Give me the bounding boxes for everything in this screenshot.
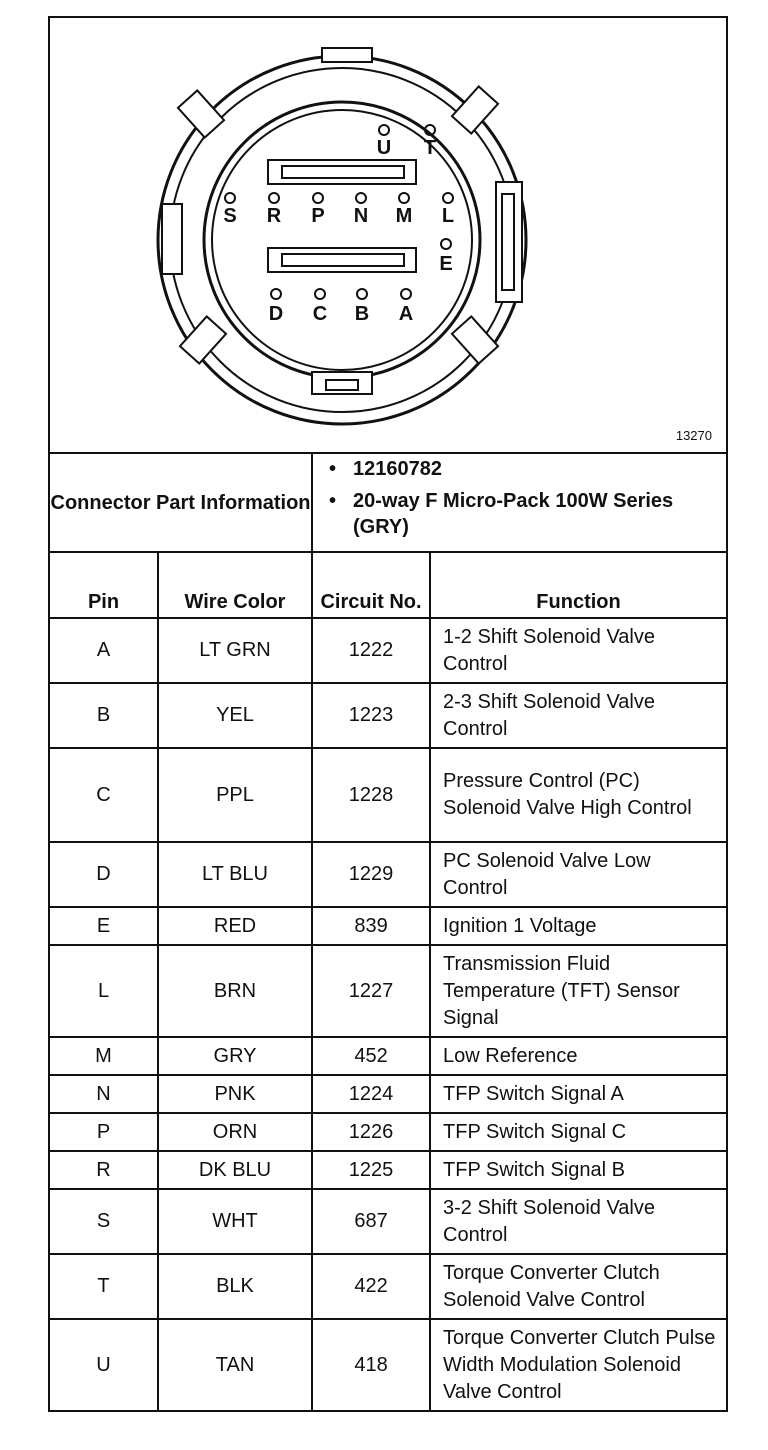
- circuit-cell: 452: [312, 1037, 430, 1075]
- circuit-cell: 1227: [312, 945, 430, 1037]
- wire-color-cell: YEL: [158, 683, 312, 748]
- pin-cell: L: [50, 945, 158, 1037]
- top-right-latch: [452, 86, 498, 133]
- pin-label-a: A: [398, 303, 414, 325]
- function-cell: Torque Converter Clutch Solenoid Valve Control: [430, 1254, 726, 1319]
- connector-info-row: [50, 454, 726, 552]
- pin-label-e: E: [439, 253, 453, 275]
- function-cell: 1-2 Shift Solenoid Valve Control: [430, 618, 726, 683]
- pin-cell: S: [50, 1189, 158, 1254]
- table-row: [50, 1189, 726, 1254]
- header-circuit-no: Circuit No.: [312, 552, 430, 618]
- wire-color-cell: WHT: [158, 1189, 312, 1254]
- table-row: [50, 683, 726, 748]
- function-cell: 2-3 Shift Solenoid Valve Control: [430, 683, 726, 748]
- bottom-right-latch: [452, 316, 498, 363]
- pin-c-socket: [315, 289, 325, 299]
- table-row: [50, 748, 726, 842]
- connector-info-list: [312, 454, 726, 552]
- function-cell: Torque Converter Clutch Pulse Width Modulation Solenoid Valve Control: [430, 1319, 726, 1411]
- pin-e-socket: [441, 239, 451, 249]
- table-header-row: [50, 552, 726, 618]
- circuit-cell: 1224: [312, 1075, 430, 1113]
- pin-l-socket: [443, 193, 453, 203]
- function-cell: TFP Switch Signal A: [430, 1075, 726, 1113]
- table-row: [50, 1037, 726, 1075]
- pin-label-u: U: [376, 137, 392, 159]
- figure-number: 13270: [675, 428, 712, 443]
- pin-label-p: P: [311, 205, 325, 227]
- pin-cell: A: [50, 618, 158, 683]
- pin-label-d: D: [268, 303, 284, 325]
- pinout-sheet: [48, 16, 728, 1412]
- pinout-table: [50, 454, 726, 1411]
- upper-key-slot: [268, 160, 416, 184]
- pin-u-socket: [379, 125, 389, 135]
- circuit-cell: 422: [312, 1254, 430, 1319]
- circuit-cell: 418: [312, 1319, 430, 1411]
- wire-color-cell: RED: [158, 907, 312, 945]
- pin-m-socket: [399, 193, 409, 203]
- table-row: [50, 1254, 726, 1319]
- pin-cell: R: [50, 1151, 158, 1189]
- pin-cell: D: [50, 842, 158, 907]
- connector-diagram-panel: [50, 18, 726, 454]
- wire-color-cell: ORN: [158, 1113, 312, 1151]
- header-wire-color: Wire Color: [158, 552, 312, 618]
- pin-n-socket: [356, 193, 366, 203]
- left-tab: [162, 204, 182, 274]
- inner-face-ring: [204, 102, 480, 378]
- pin-cell: P: [50, 1113, 158, 1151]
- circuit-cell: 687: [312, 1189, 430, 1254]
- lower-key-slot: [268, 248, 416, 272]
- circuit-cell: 1222: [312, 618, 430, 683]
- circuit-cell: 1223: [312, 683, 430, 748]
- header-pin: Pin: [50, 552, 158, 618]
- function-cell: 3-2 Shift Solenoid Valve Control: [430, 1189, 726, 1254]
- table-row: [50, 842, 726, 907]
- pin-p-socket: [313, 193, 323, 203]
- table-row: [50, 1113, 726, 1151]
- function-cell: Pressure Control (PC) Solenoid Valve High Control: [430, 748, 726, 842]
- pin-label-m: M: [395, 205, 413, 227]
- pin-s-socket: [225, 193, 235, 203]
- wire-color-cell: PPL: [158, 748, 312, 842]
- pin-a-socket: [401, 289, 411, 299]
- function-cell: TFP Switch Signal B: [430, 1151, 726, 1189]
- pin-label-l: L: [441, 205, 455, 227]
- wire-color-cell: DK BLU: [158, 1151, 312, 1189]
- function-cell: Low Reference: [430, 1037, 726, 1075]
- bottom-tab-inner: [326, 380, 358, 390]
- circuit-cell: 1225: [312, 1151, 430, 1189]
- connector-face-diagram: [50, 18, 726, 452]
- pin-cell: C: [50, 748, 158, 842]
- pin-cell: B: [50, 683, 158, 748]
- pin-cell: M: [50, 1037, 158, 1075]
- circuit-cell: 1228: [312, 748, 430, 842]
- pin-label-s: S: [223, 205, 237, 227]
- pin-label-b: B: [354, 303, 370, 325]
- bottom-left-latch: [180, 316, 226, 363]
- table-row: [50, 945, 726, 1037]
- connector-part-number: • 12160782: [353, 456, 718, 482]
- circuit-cell: 839: [312, 907, 430, 945]
- wire-color-cell: PNK: [158, 1075, 312, 1113]
- pin-label-t: T: [423, 137, 437, 159]
- function-cell: Transmission Fluid Temperature (TFT) Sensor Signal: [430, 945, 726, 1037]
- wire-color-cell: BLK: [158, 1254, 312, 1319]
- table-row: [50, 1151, 726, 1189]
- wire-color-cell: GRY: [158, 1037, 312, 1075]
- wire-color-cell: BRN: [158, 945, 312, 1037]
- connector-description: • 20-way F Micro-Pack 100W Series (GRY): [353, 488, 718, 540]
- pin-cell: U: [50, 1319, 158, 1411]
- function-cell: Ignition 1 Voltage: [430, 907, 726, 945]
- circuit-cell: 1229: [312, 842, 430, 907]
- top-tab: [322, 48, 372, 62]
- circuit-cell: 1226: [312, 1113, 430, 1151]
- right-tab-inner: [502, 194, 514, 290]
- pin-r-socket: [269, 193, 279, 203]
- wire-color-cell: TAN: [158, 1319, 312, 1411]
- table-row: [50, 618, 726, 683]
- pin-cell: N: [50, 1075, 158, 1113]
- table-row: [50, 907, 726, 945]
- pin-cell: E: [50, 907, 158, 945]
- table-row: [50, 1319, 726, 1411]
- pin-label-r: R: [266, 205, 282, 227]
- header-function: Function: [430, 552, 726, 618]
- top-left-latch: [178, 90, 224, 137]
- table-row: [50, 1075, 726, 1113]
- connector-info-label: Connector Part Information: [50, 454, 312, 552]
- pin-b-socket: [357, 289, 367, 299]
- wire-color-cell: LT GRN: [158, 618, 312, 683]
- function-cell: PC Solenoid Valve Low Control: [430, 842, 726, 907]
- wire-color-cell: LT BLU: [158, 842, 312, 907]
- pin-cell: T: [50, 1254, 158, 1319]
- pin-label-c: C: [312, 303, 328, 325]
- pin-d-socket: [271, 289, 281, 299]
- function-cell: TFP Switch Signal C: [430, 1113, 726, 1151]
- pin-label-n: N: [353, 205, 369, 227]
